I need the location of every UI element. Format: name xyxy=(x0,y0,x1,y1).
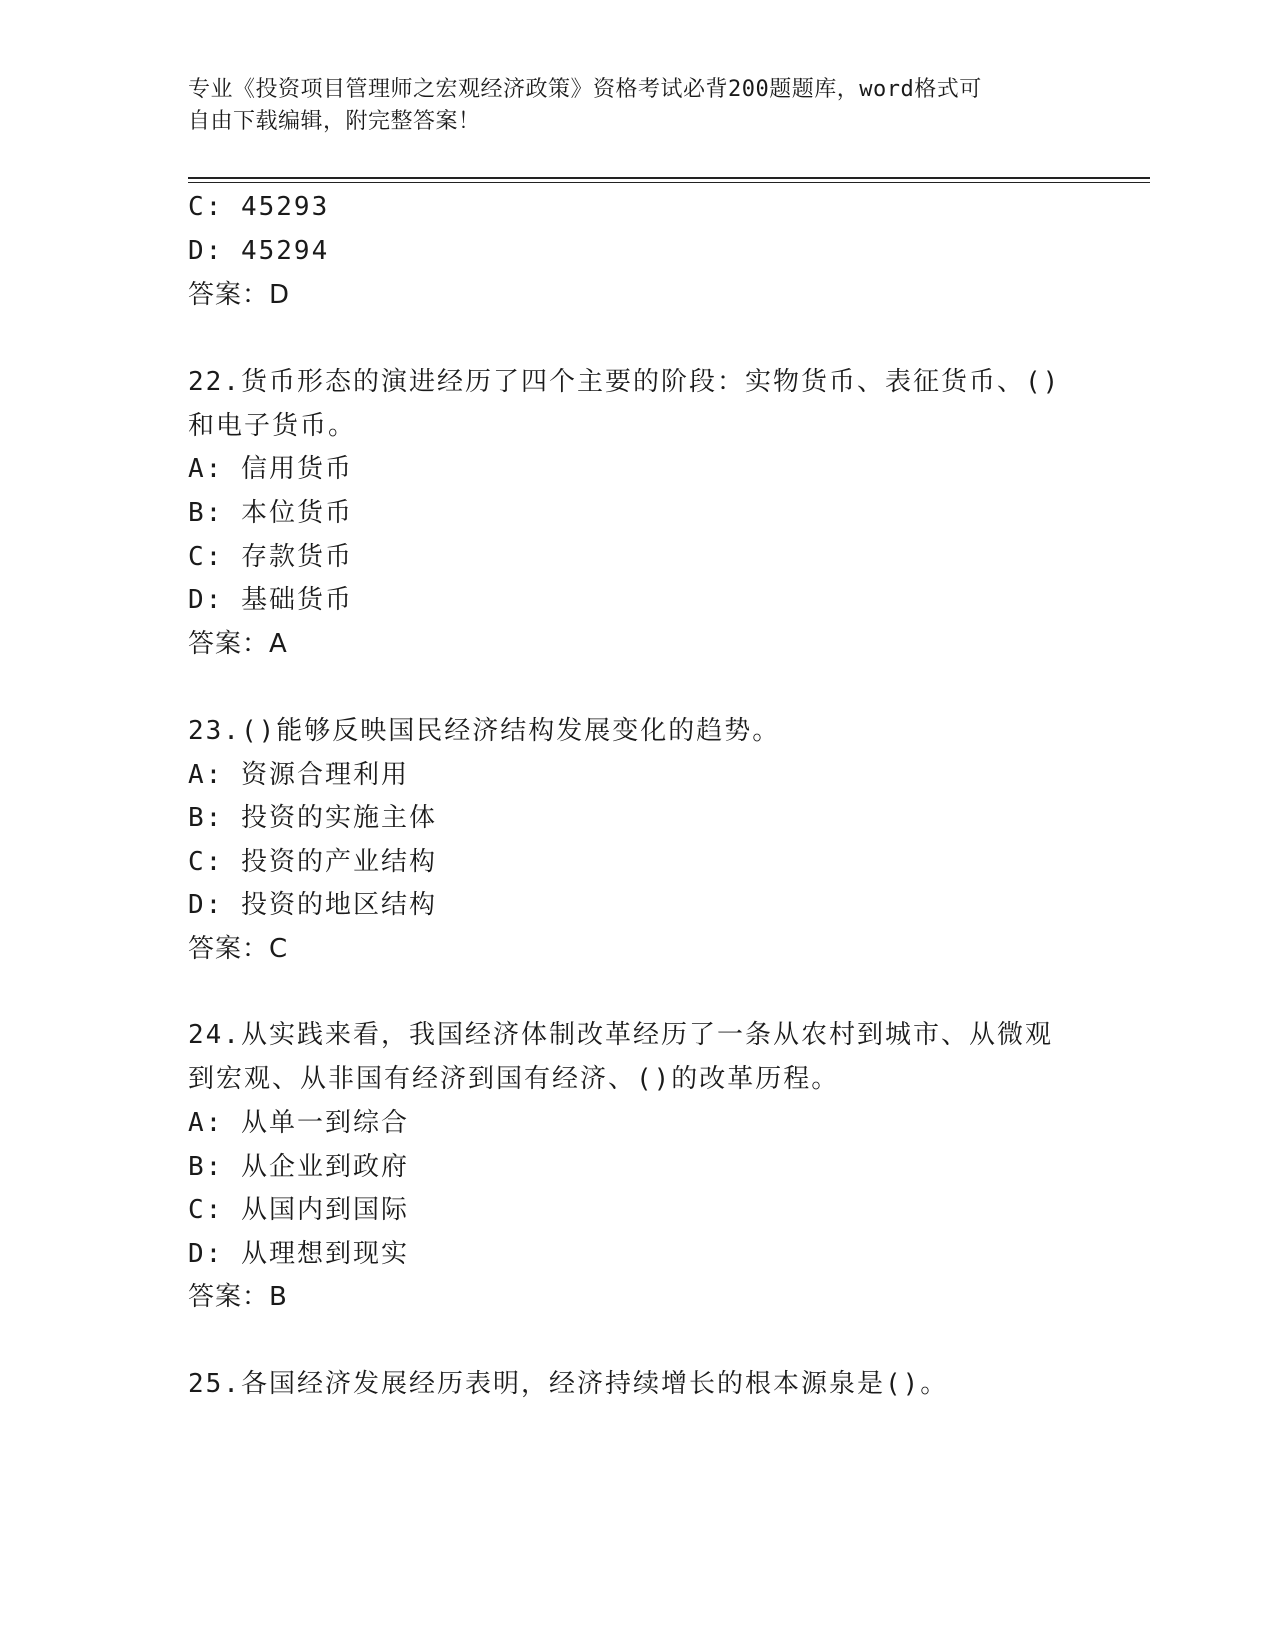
question-stem-22-cont: 和电子货币。 xyxy=(188,411,357,441)
option-b: B: 从企业到政府 xyxy=(188,1152,409,1182)
option-d: D: 基础货币 xyxy=(188,585,353,615)
option-b: B: 投资的实施主体 xyxy=(188,803,437,833)
option-d: D: 45294 xyxy=(188,236,330,266)
header-line-2: 自由下载编辑，附完整答案！ xyxy=(188,109,481,134)
option-c: C: 投资的产业结构 xyxy=(188,847,437,877)
question-stem-22: 22.货币形态的演进经历了四个主要的阶段：实物货币、表征货币、() xyxy=(188,367,1061,397)
header-rule-thick xyxy=(188,177,1150,179)
question-stem-24-cont: 到宏观、从非国有经济到国有经济、()的改革历程。 xyxy=(188,1064,840,1094)
question-stem-24: 24.从实践来看，我国经济体制改革经历了一条从农村到城市、从微观 xyxy=(188,1020,1053,1050)
header-line-1: 专业《投资项目管理师之宏观经济政策》资格考试必背200题题库，word格式可 xyxy=(188,77,982,102)
header-rule-thin xyxy=(188,182,1150,183)
option-a: A: 从单一到综合 xyxy=(188,1108,409,1138)
answer-line: 答案：D xyxy=(188,280,291,310)
option-d: D: 从理想到现实 xyxy=(188,1239,409,1269)
question-stem-25: 25.各国经济发展经历表明，经济持续增长的根本源泉是()。 xyxy=(188,1369,949,1399)
option-a: A: 资源合理利用 xyxy=(188,760,409,790)
option-c: C: 从国内到国际 xyxy=(188,1195,409,1225)
option-a: A: 信用货币 xyxy=(188,454,353,484)
option-c: C: 存款货币 xyxy=(188,542,353,572)
option-d: D: 投资的地区结构 xyxy=(188,890,437,920)
option-c: C: 45293 xyxy=(188,192,330,222)
answer-line: 答案：C xyxy=(188,934,289,964)
answer-line: 答案：A xyxy=(188,629,288,659)
option-b: B: 本位货币 xyxy=(188,498,353,528)
answer-line: 答案：B xyxy=(188,1282,288,1312)
question-stem-23: 23.()能够反映国民经济结构发展变化的趋势。 xyxy=(188,716,781,746)
document-header xyxy=(188,74,1088,138)
